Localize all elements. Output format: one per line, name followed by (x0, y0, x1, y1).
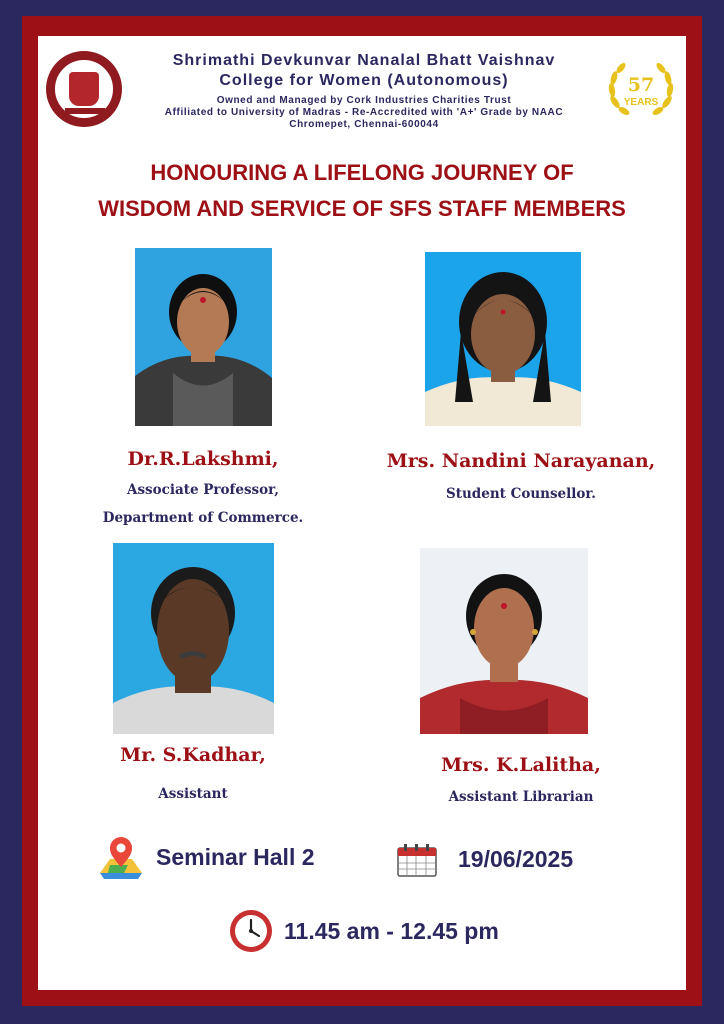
staff-role-lakshmi-line2: Department of Commerce. (102, 510, 304, 526)
date-text: 19/06/2025 (458, 846, 574, 872)
location-pin-icon (98, 837, 144, 881)
college-logo (46, 51, 122, 127)
staff-name-nandini: Mrs. Nandini Narayanan, (386, 450, 656, 472)
staff-name-kadhar: Mr. S.Kadhar, (120, 744, 266, 766)
anniversary-badge (606, 58, 676, 122)
time-text: 11.45 am - 12.45 pm (284, 918, 499, 944)
staff-photo-nandini (425, 252, 581, 426)
trust-line: Owned and Managed by Cork Industries Charities Trust (216, 95, 512, 106)
staff-name-lakshmi: Dr.R.Lakshmi, (127, 448, 279, 470)
college-name-line2: College for Women (Autonomous) (219, 72, 509, 89)
staff-role-nandini: Student Counsellor. (446, 486, 596, 502)
poster-card (38, 36, 686, 990)
college-name-line1: Shrimathi Devkunvar Nanalal Bhatt Vaishnav (172, 52, 556, 69)
address-line: Chromepet, Chennai-600044 (289, 119, 439, 130)
headline-line2: WISDOM AND SERVICE OF SFS STAFF MEMBERS (98, 196, 626, 221)
staff-name-lalitha: Mrs. K.Lalitha, (441, 754, 601, 776)
staff-role-lalitha: Assistant Librarian (448, 789, 594, 805)
staff-role-kadhar: Assistant (158, 786, 228, 802)
staff-role-lakshmi-line1: Associate Professor, (126, 482, 279, 498)
venue-text: Seminar Hall 2 (156, 844, 315, 870)
staff-photo-lakshmi (135, 248, 272, 426)
badge-number: 57 (627, 74, 655, 96)
calendar-icon (396, 842, 438, 878)
staff-photo-lalitha (420, 548, 588, 734)
headline-line1: HONOURING A LIFELONG JOURNEY OF (150, 160, 574, 185)
badge-word: YEARS (623, 97, 659, 108)
affiliation-line: Affiliated to University of Madras - Re-Accredited with 'A+' Grade by NAAC (164, 107, 564, 118)
clock-icon (228, 908, 274, 954)
staff-photo-kadhar (113, 543, 274, 734)
